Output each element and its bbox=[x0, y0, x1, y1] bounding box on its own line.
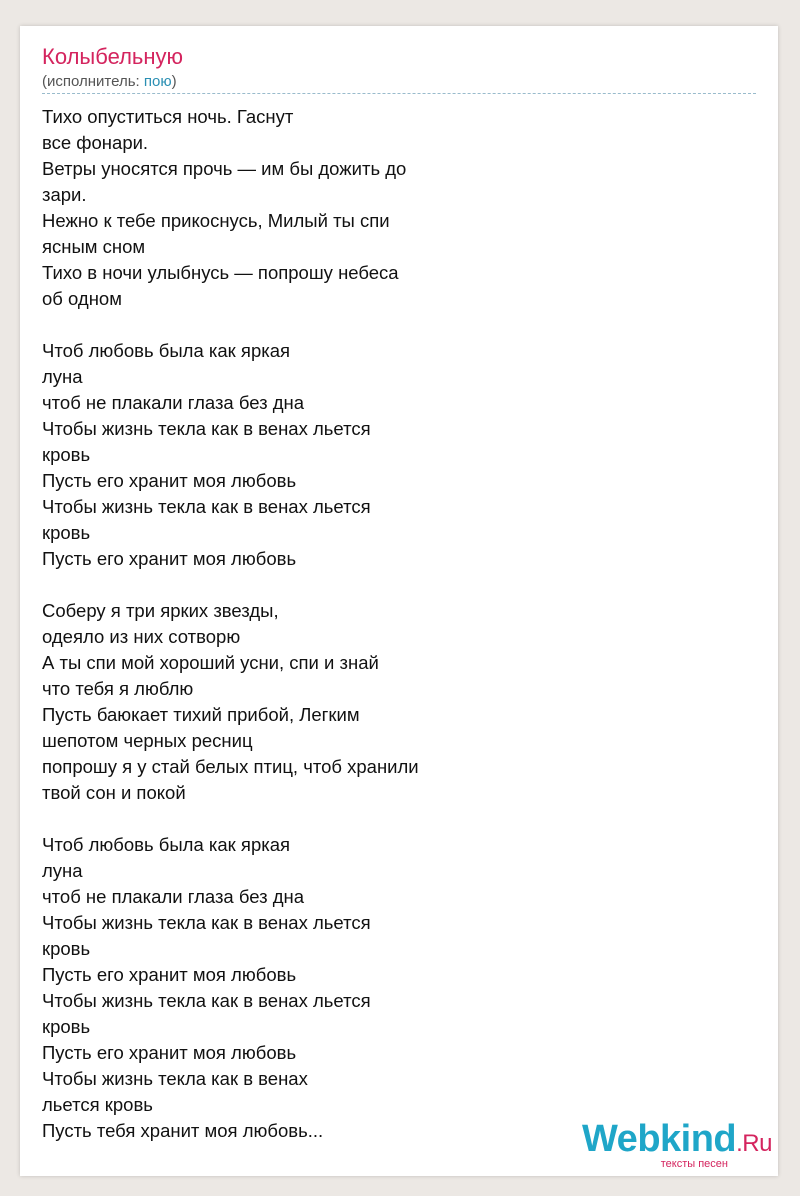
lyric-line: шепотом черных ресниц bbox=[42, 730, 253, 751]
lyric-line: кровь bbox=[42, 522, 91, 543]
lyric-line: Соберу я три ярких звезды, bbox=[42, 600, 279, 621]
artist-link[interactable]: пою bbox=[143, 73, 172, 90]
artist-suffix: ) bbox=[171, 73, 177, 90]
lyric-line: Чтобы жизнь текла как в венах льется bbox=[42, 912, 371, 933]
lyric-line: твой сон и покой bbox=[42, 782, 186, 803]
lyrics-page bbox=[20, 26, 778, 1176]
lyric-line: Тихо в ночи улыбнусь — попрошу небеса bbox=[42, 262, 399, 283]
lyric-line: Нежно к тебе прикоснусь, Милый ты спи bbox=[42, 210, 390, 231]
stanza-break bbox=[42, 312, 742, 338]
divider bbox=[42, 93, 756, 94]
lyric-line: Ветры уносятся прочь — им бы дожить до bbox=[42, 158, 407, 179]
site-logo[interactable] bbox=[582, 1120, 772, 1170]
lyric-line: ясным сном bbox=[42, 236, 146, 257]
logo-tagline: тексты песен bbox=[660, 1158, 728, 1170]
lyric-line: Пусть его хранит моя любовь bbox=[42, 470, 297, 491]
lyric-line: чтоб не плакали глаза без дна bbox=[42, 886, 305, 907]
lyric-line: чтоб не плакали глаза без дна bbox=[42, 392, 305, 413]
stanza-break bbox=[42, 572, 742, 598]
lyric-line: Чтоб любовь была как яркая bbox=[42, 340, 291, 361]
lyric-line: Тихо опуститься ночь. Гаснут bbox=[42, 106, 294, 127]
lyric-line: кровь bbox=[42, 1016, 91, 1037]
logo-domain: .Ru bbox=[736, 1130, 772, 1157]
lyric-line: попрошу я у стай белых птиц, чтоб хранили bbox=[42, 756, 419, 777]
lyric-line: Пусть баюкает тихий прибой, Легким bbox=[42, 704, 360, 725]
lyric-line: Пусть его хранит моя любовь bbox=[42, 1042, 297, 1063]
stanza-break bbox=[42, 806, 742, 832]
lyric-line: льется кровь bbox=[42, 1094, 153, 1115]
lyric-line: Пусть его хранит моя любовь bbox=[42, 548, 297, 569]
logo-main-text: Webkind bbox=[582, 1118, 737, 1160]
logo-wordmark bbox=[582, 1120, 772, 1163]
lyric-line: Пусть его хранит моя любовь bbox=[42, 964, 297, 985]
lyric-line: Чтобы жизнь текла как в венах льется bbox=[42, 418, 371, 439]
lyric-line: Чтоб любовь была как яркая bbox=[42, 834, 291, 855]
lyric-line: зари. bbox=[42, 184, 87, 205]
artist-prefix: (исполнитель: bbox=[42, 73, 144, 90]
lyric-line: Пусть тебя хранит моя любовь... bbox=[42, 1120, 324, 1141]
lyric-line: Чтобы жизнь текла как в венах bbox=[42, 1068, 308, 1089]
artist-line bbox=[42, 73, 177, 91]
lyric-line: что тебя я люблю bbox=[42, 678, 194, 699]
lyric-line: кровь bbox=[42, 444, 91, 465]
lyric-line: об одном bbox=[42, 288, 122, 309]
lyric-line: А ты спи мой хороший усни, спи и знай bbox=[42, 652, 379, 673]
lyric-line: кровь bbox=[42, 938, 91, 959]
lyrics-text bbox=[42, 104, 742, 1144]
lyric-line: Чтобы жизнь текла как в венах льется bbox=[42, 990, 371, 1011]
lyric-line: луна bbox=[42, 366, 83, 387]
lyric-line: луна bbox=[42, 860, 83, 881]
lyric-line: все фонари. bbox=[42, 132, 149, 153]
lyric-line: Чтобы жизнь текла как в венах льется bbox=[42, 496, 371, 517]
lyric-line: одеяло из них сотворю bbox=[42, 626, 241, 647]
song-title: Колыбельную bbox=[42, 44, 184, 69]
